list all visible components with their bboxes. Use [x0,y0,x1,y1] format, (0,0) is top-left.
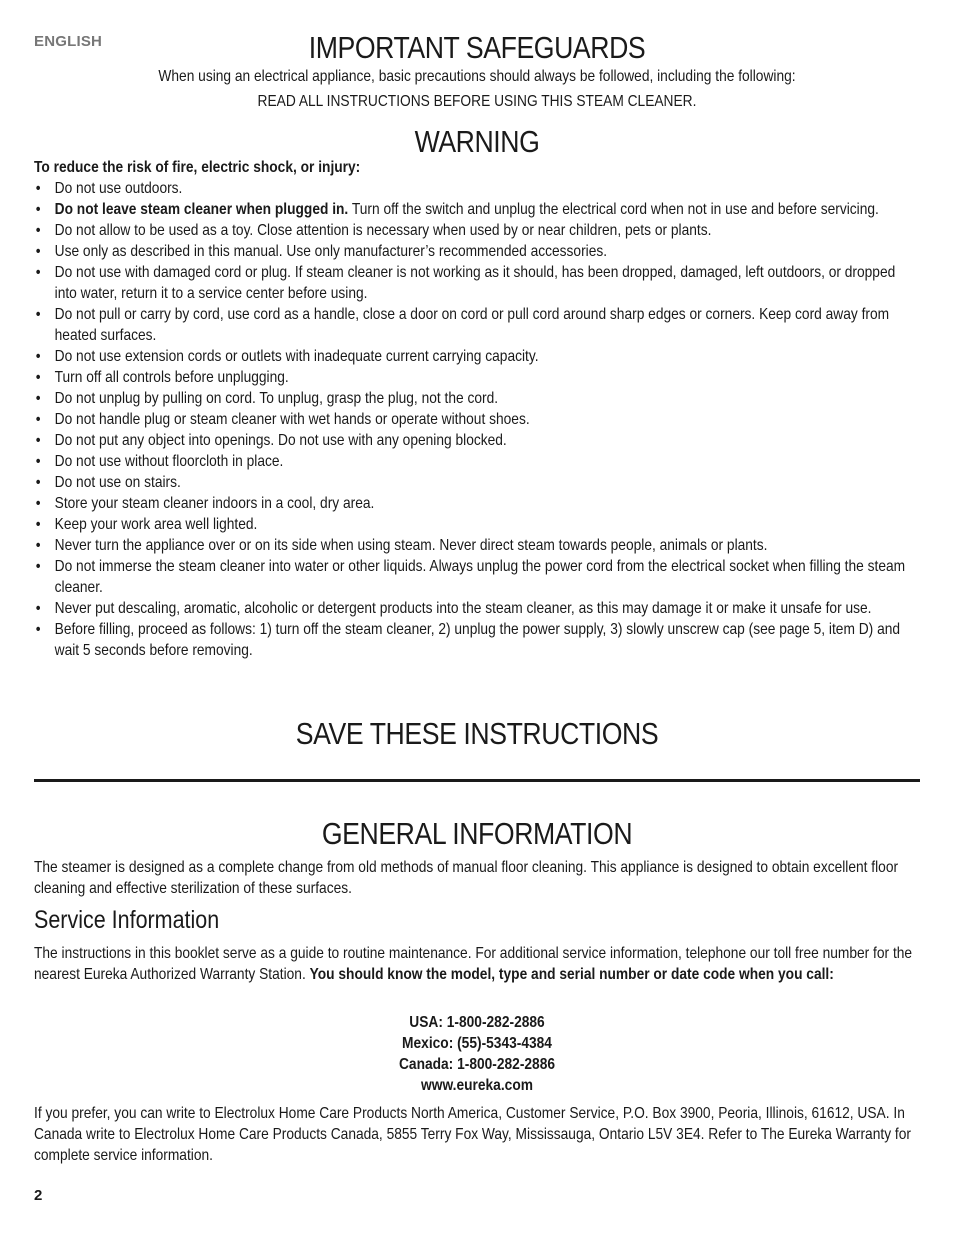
bullet-icon: • [35,390,41,407]
service-paragraph-emphasis: You should know the model, type and serial number or date code when you call: [309,966,834,983]
warning-item [34,430,920,451]
page-number: 2 [34,1187,43,1204]
bullet-icon: • [35,495,41,512]
warning-item-text: Do not use without floorcloth in place. [54,453,284,470]
safeguards-intro: When using an electrical appliance, basic precautions should always be followed, including the following: [158,68,796,85]
warning-item-text: Do not use with damaged cord or plug. If steam cleaner is not working as it should, has been dropped, damaged, left outdoors, or dropped into water, return it to a service center before using. [54,264,896,302]
save-instructions-title: SAVE THESE INSTRUCTIONS [295,716,659,751]
service-paragraph-text: The instructions in this booklet serve as a guide to routine maintenance. For additional service information, telephone our toll free number for the nearest Eureka Authorized Warranty Station. [34,945,913,983]
warning-title: WARNING [414,124,540,159]
warning-item-emphasis: Do not leave steam cleaner when plugged in. [54,201,349,218]
warning-item [34,535,920,556]
warning-item-text: Do not pull or carry by cord, use cord as a handle, close a door on cord or pull cord around sharp edges or corners. Keep cord away from heated surfaces. [54,306,890,344]
warning-item-text: Do not handle plug or steam cleaner with wet hands or operate without shoes. [54,411,530,428]
warning-item-text: Store your steam cleaner indoors in a cool, dry area. [54,495,375,512]
section-divider [34,779,920,782]
bullet-icon: • [35,432,41,449]
warning-item [34,262,920,304]
warning-item [34,241,920,262]
warning-section [34,157,920,661]
bullet-icon: • [35,348,41,365]
warning-list [34,178,920,661]
bullet-icon: • [35,621,41,638]
warning-item [34,556,920,598]
warning-lead: To reduce the risk of fire, electric shock, or injury: [34,159,361,176]
warning-item-text: Do not use extension cords or outlets with inadequate current carrying capacity. [54,348,539,365]
warning-item [34,178,920,199]
general-information-paragraph: The steamer is designed as a complete change from old methods of manual floor cleaning. This appliance is designed to obtain excellent floor cleaning and effective sterilization of these surfaces. [34,859,899,897]
warning-item [34,199,920,220]
warning-item [34,346,920,367]
warning-item-text: Never turn the appliance over or on its side when using steam. Never direct steam towards people, animals or plants. [54,537,768,554]
bullet-icon: • [35,558,41,575]
safeguards-title: IMPORTANT SAFEGUARDS [308,30,646,65]
warning-item-text: Use only as described in this manual. Use only manufacturer’s recommended accessories. [54,243,608,260]
warning-item [34,493,920,514]
bullet-icon: • [35,411,41,428]
language-label: ENGLISH [34,33,103,50]
bullet-icon: • [35,264,41,281]
warning-item-text: Turn off the switch and unplug the electrical cord when not in use and before servicing. [348,201,879,218]
warning-item [34,472,920,493]
warning-item [34,514,920,535]
contact-website[interactable]: www.eureka.com [421,1077,533,1094]
contact-canada: Canada: 1-800-282-2886 [398,1056,556,1073]
bullet-icon: • [35,516,41,533]
warning-item-text: Do not put any object into openings. Do not use with any opening blocked. [54,432,507,449]
warning-item-text: Never put descaling, aromatic, alcoholic or detergent products into the steam cleaner, as this may damage it or make it unsafe for use. [54,600,872,617]
warning-item [34,619,920,661]
general-information-title: GENERAL INFORMATION [321,816,633,851]
bullet-icon: • [35,474,41,491]
bullet-icon: • [35,180,41,197]
warning-item-text: Do not use outdoors. [54,180,183,197]
warning-item-text: Do not immerse the steam cleaner into water or other liquids. Always unplug the power cord from the electrical socket when filling the steam cleaner. [54,558,906,596]
warning-item [34,304,920,346]
contact-list [0,1012,954,1096]
bullet-icon: • [35,369,41,386]
bullet-icon: • [35,453,41,470]
bullet-icon: • [35,537,41,554]
bullet-icon: • [35,243,41,260]
warning-item [34,367,920,388]
bullet-icon: • [35,306,41,323]
contact-usa: USA: 1-800-282-2886 [409,1014,545,1031]
service-closing-paragraph: If you prefer, you can write to Electrolux Home Care Products North America, Customer Service, P.O. Box 3900, Peoria, Illinois, 61612, USA. In Canada write to Electrolux Home Care Products Canada, 5855 Terry Fox Way, Mississauga, Ontario L5V 3E4. Refer to The Eureka Warranty for complete service information. [34,1105,911,1164]
read-all-instructions: READ ALL INSTRUCTIONS BEFORE USING THIS STEAM CLEANER. [257,93,697,110]
service-information-title: Service Information [34,906,220,934]
warning-item-text: Do not allow to be used as a toy. Close attention is necessary when used by or near children, pets or plants. [54,222,712,239]
warning-item-text: Do not use on stairs. [54,474,181,491]
warning-item-text: Do not unplug by pulling on cord. To unplug, grasp the plug, not the cord. [54,390,499,407]
warning-item-text: Before filling, proceed as follows: 1) turn off the steam cleaner, 2) unplug the power supply, 3) slowly unscrew cap (see page 5, item D) and wait 5 seconds before removing. [54,621,901,659]
bullet-icon: • [35,600,41,617]
warning-item-text: Turn off all controls before unplugging. [54,369,289,386]
warning-item [34,598,920,619]
warning-item-text: Keep your work area well lighted. [54,516,258,533]
bullet-icon: • [35,201,41,218]
warning-item [34,409,920,430]
warning-item [34,388,920,409]
warning-item [34,220,920,241]
service-information-paragraph [34,943,920,985]
bullet-icon: • [35,222,41,239]
warning-item [34,451,920,472]
contact-mexico: Mexico: (55)-5343-4384 [402,1035,552,1052]
